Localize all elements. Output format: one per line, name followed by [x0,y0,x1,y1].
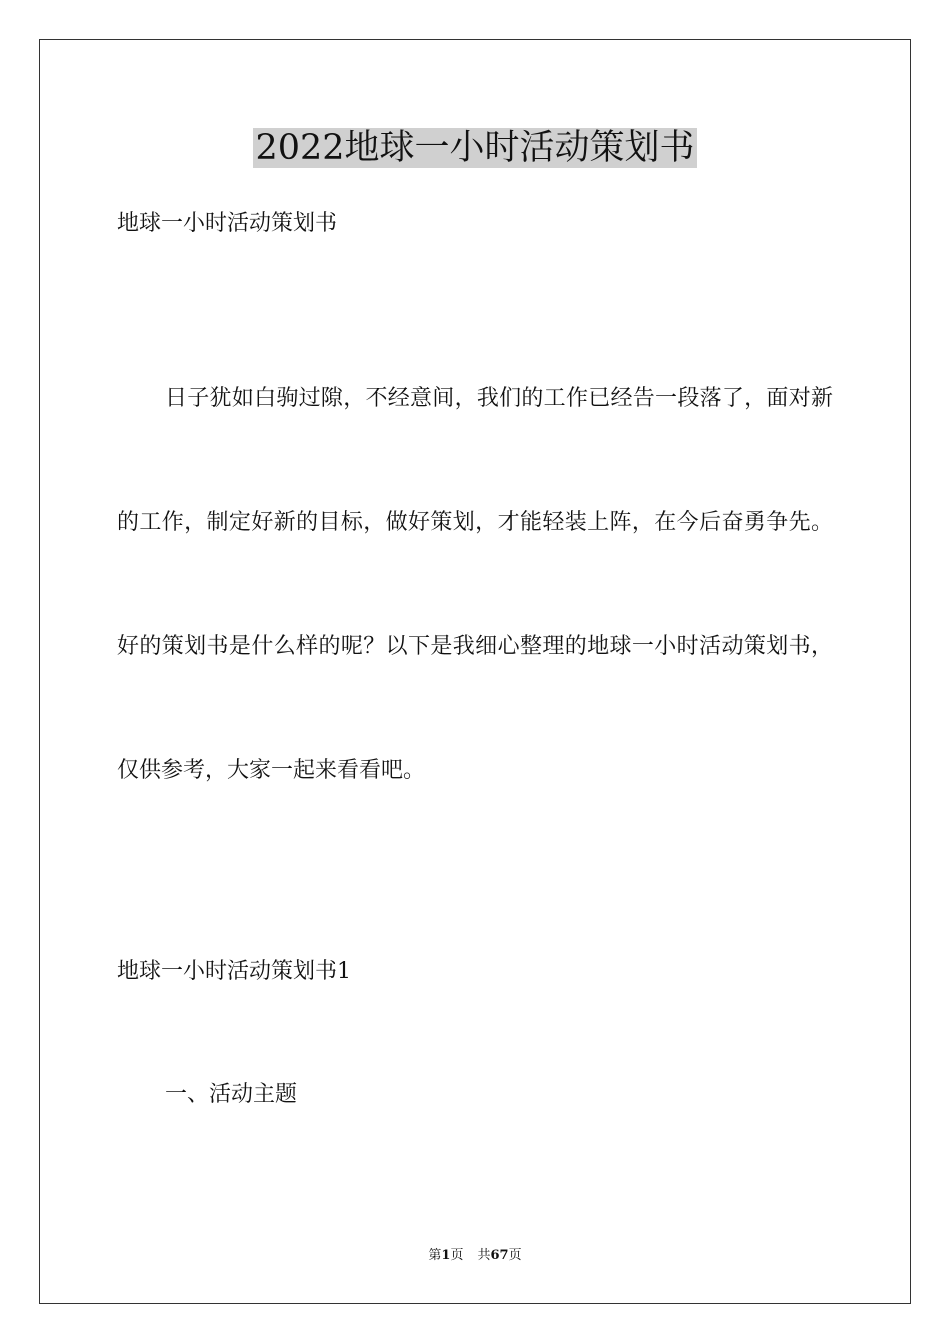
page-number: 1 [441,1248,451,1263]
section-heading: 地球一小时活动策划书1 [117,959,351,984]
document-subtitle: 地球一小时活动策划书 [117,211,338,236]
page-suffix: 页 [450,1248,464,1263]
page-footer [0,1247,950,1265]
total-pages: 67 [490,1248,509,1263]
total-suffix: 页 [508,1248,522,1263]
page-prefix: 第 [428,1248,442,1263]
document-title-text: 2022地球一小时活动策划书 [255,128,695,168]
intro-paragraph: 日子犹如白驹过隙，不经意间，我们的工作已经告一段落了，面对新的工作，制定好新的目标，做好策划，才能轻装上阵，在今后奋勇争先。好的策划书是什么样的呢？以下是我细心整理的地球一小时活动策划书，仅供参考，大家一起来看看吧。 [117,386,833,783]
total-prefix: 共 [477,1248,491,1263]
item-heading: 一、活动主题 [165,1082,298,1107]
document-title [0,126,950,170]
